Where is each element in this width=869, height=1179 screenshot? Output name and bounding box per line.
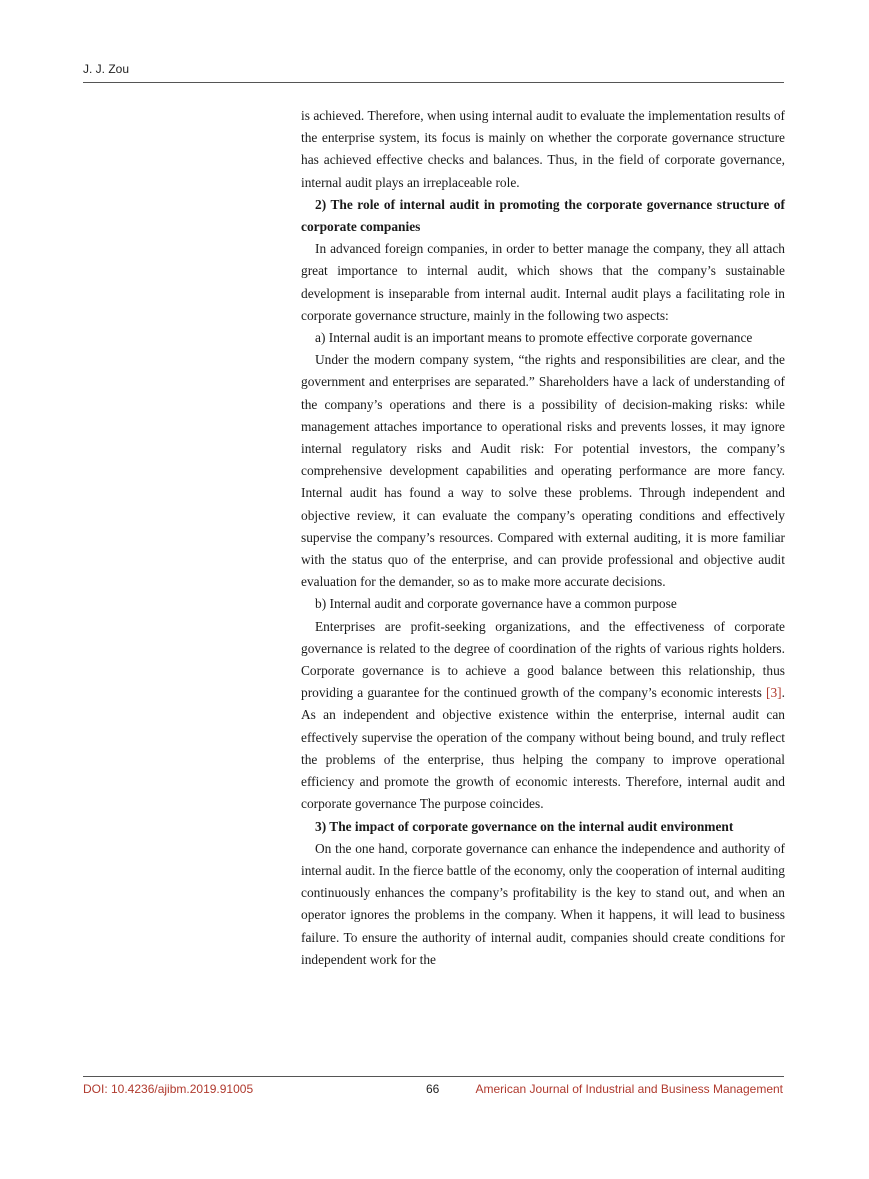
journal-name-link[interactable]: American Journal of Industrial and Business Management	[475, 1082, 783, 1096]
paragraph: On the one hand, corporate governance can enhance the independence and authority of internal audit. In the fierce battle of the economy, only the cooperation of internal auditing continuously enhances the company’s profitability is the key to stand out, and when an operator ignores the problems in the company. When it happens, it will lead to business failure. To ensure the authority of internal audit, companies should create conditions for independent work for the	[301, 840, 785, 967]
article-body	[301, 105, 785, 971]
paragraph-text: Enterprises are profit-seeking organizations, and the effectiveness of corporate governance is related to the degree of coordination of the rights of various rights holders. Corporate governance is to achieve a good balance between this relationship, thus providing a guarantee for the continued growth of the company’s economic interests	[301, 618, 785, 701]
footer-divider	[83, 1076, 784, 1077]
section-heading-2: 2) The role of internal audit in promoting the corporate governance structure of corporate companies	[301, 196, 785, 235]
running-header-author: J. J. Zou	[83, 62, 130, 76]
page-number: 66	[426, 1082, 440, 1096]
paragraph-with-citation	[301, 616, 785, 816]
section-heading-3: 3) The impact of corporate governance on the internal audit environment	[315, 818, 734, 834]
paragraph: In advanced foreign companies, in order to better manage the company, they all attach great importance to internal audit, which shows that the company’s sustainable development is inseparable from internal audit. Internal audit plays a facilitating role in corporate governance structure, mainly in the following two aspects:	[301, 241, 785, 323]
paragraph: Under the modern company system, “the rights and responsibilities are clear, and the government and enterprises are separated.” Shareholders have a lack of understanding of the company’s operations and there is a possibility of decision-making risks: while management attaches importance to operational risks and prevents losses, it may ignore internal regulatory risks and Audit risk: For potential investors, the company’s comprehensive development capabilities and operating performance are more fancy. Internal audit has found a way to solve these problems. Through independent and objective review, it can evaluate the company’s operating conditions and effectively supervise the company’s resources. Compared with external auditing, it is more familiar with the status quo of the enterprise, and can provide professional and objective audit evaluation for the demander, so as to make more accurate decisions.	[301, 352, 785, 590]
citation-link[interactable]: [3]	[766, 685, 782, 701]
subheading-a: a) Internal audit is an important means to promote effective corporate governance	[315, 330, 753, 346]
paragraph-continuation: is achieved. Therefore, when using internal audit to evaluate the implementation results of the enterprise system, its focus is mainly on whether the corporate governance structure has achieved effective checks and balances. Thus, in the field of corporate governance, internal audit plays an irreplaceable role.	[301, 108, 785, 190]
doi-link[interactable]: DOI: 10.4236/ajibm.2019.91005	[83, 1082, 254, 1096]
paragraph-text: . As an independent and objective existence within the enterprise, internal audit can effectively supervise the operation of the company without being bound, and truly reflect the problems of the enterprise, thus helping the company to improve operational efficiency and promote the growth of economic interests. Therefore, internal audit and corporate governance The purpose coincides.	[301, 685, 785, 812]
subheading-b: b) Internal audit and corporate governance have a common purpose	[315, 596, 677, 612]
header-divider	[83, 82, 784, 83]
